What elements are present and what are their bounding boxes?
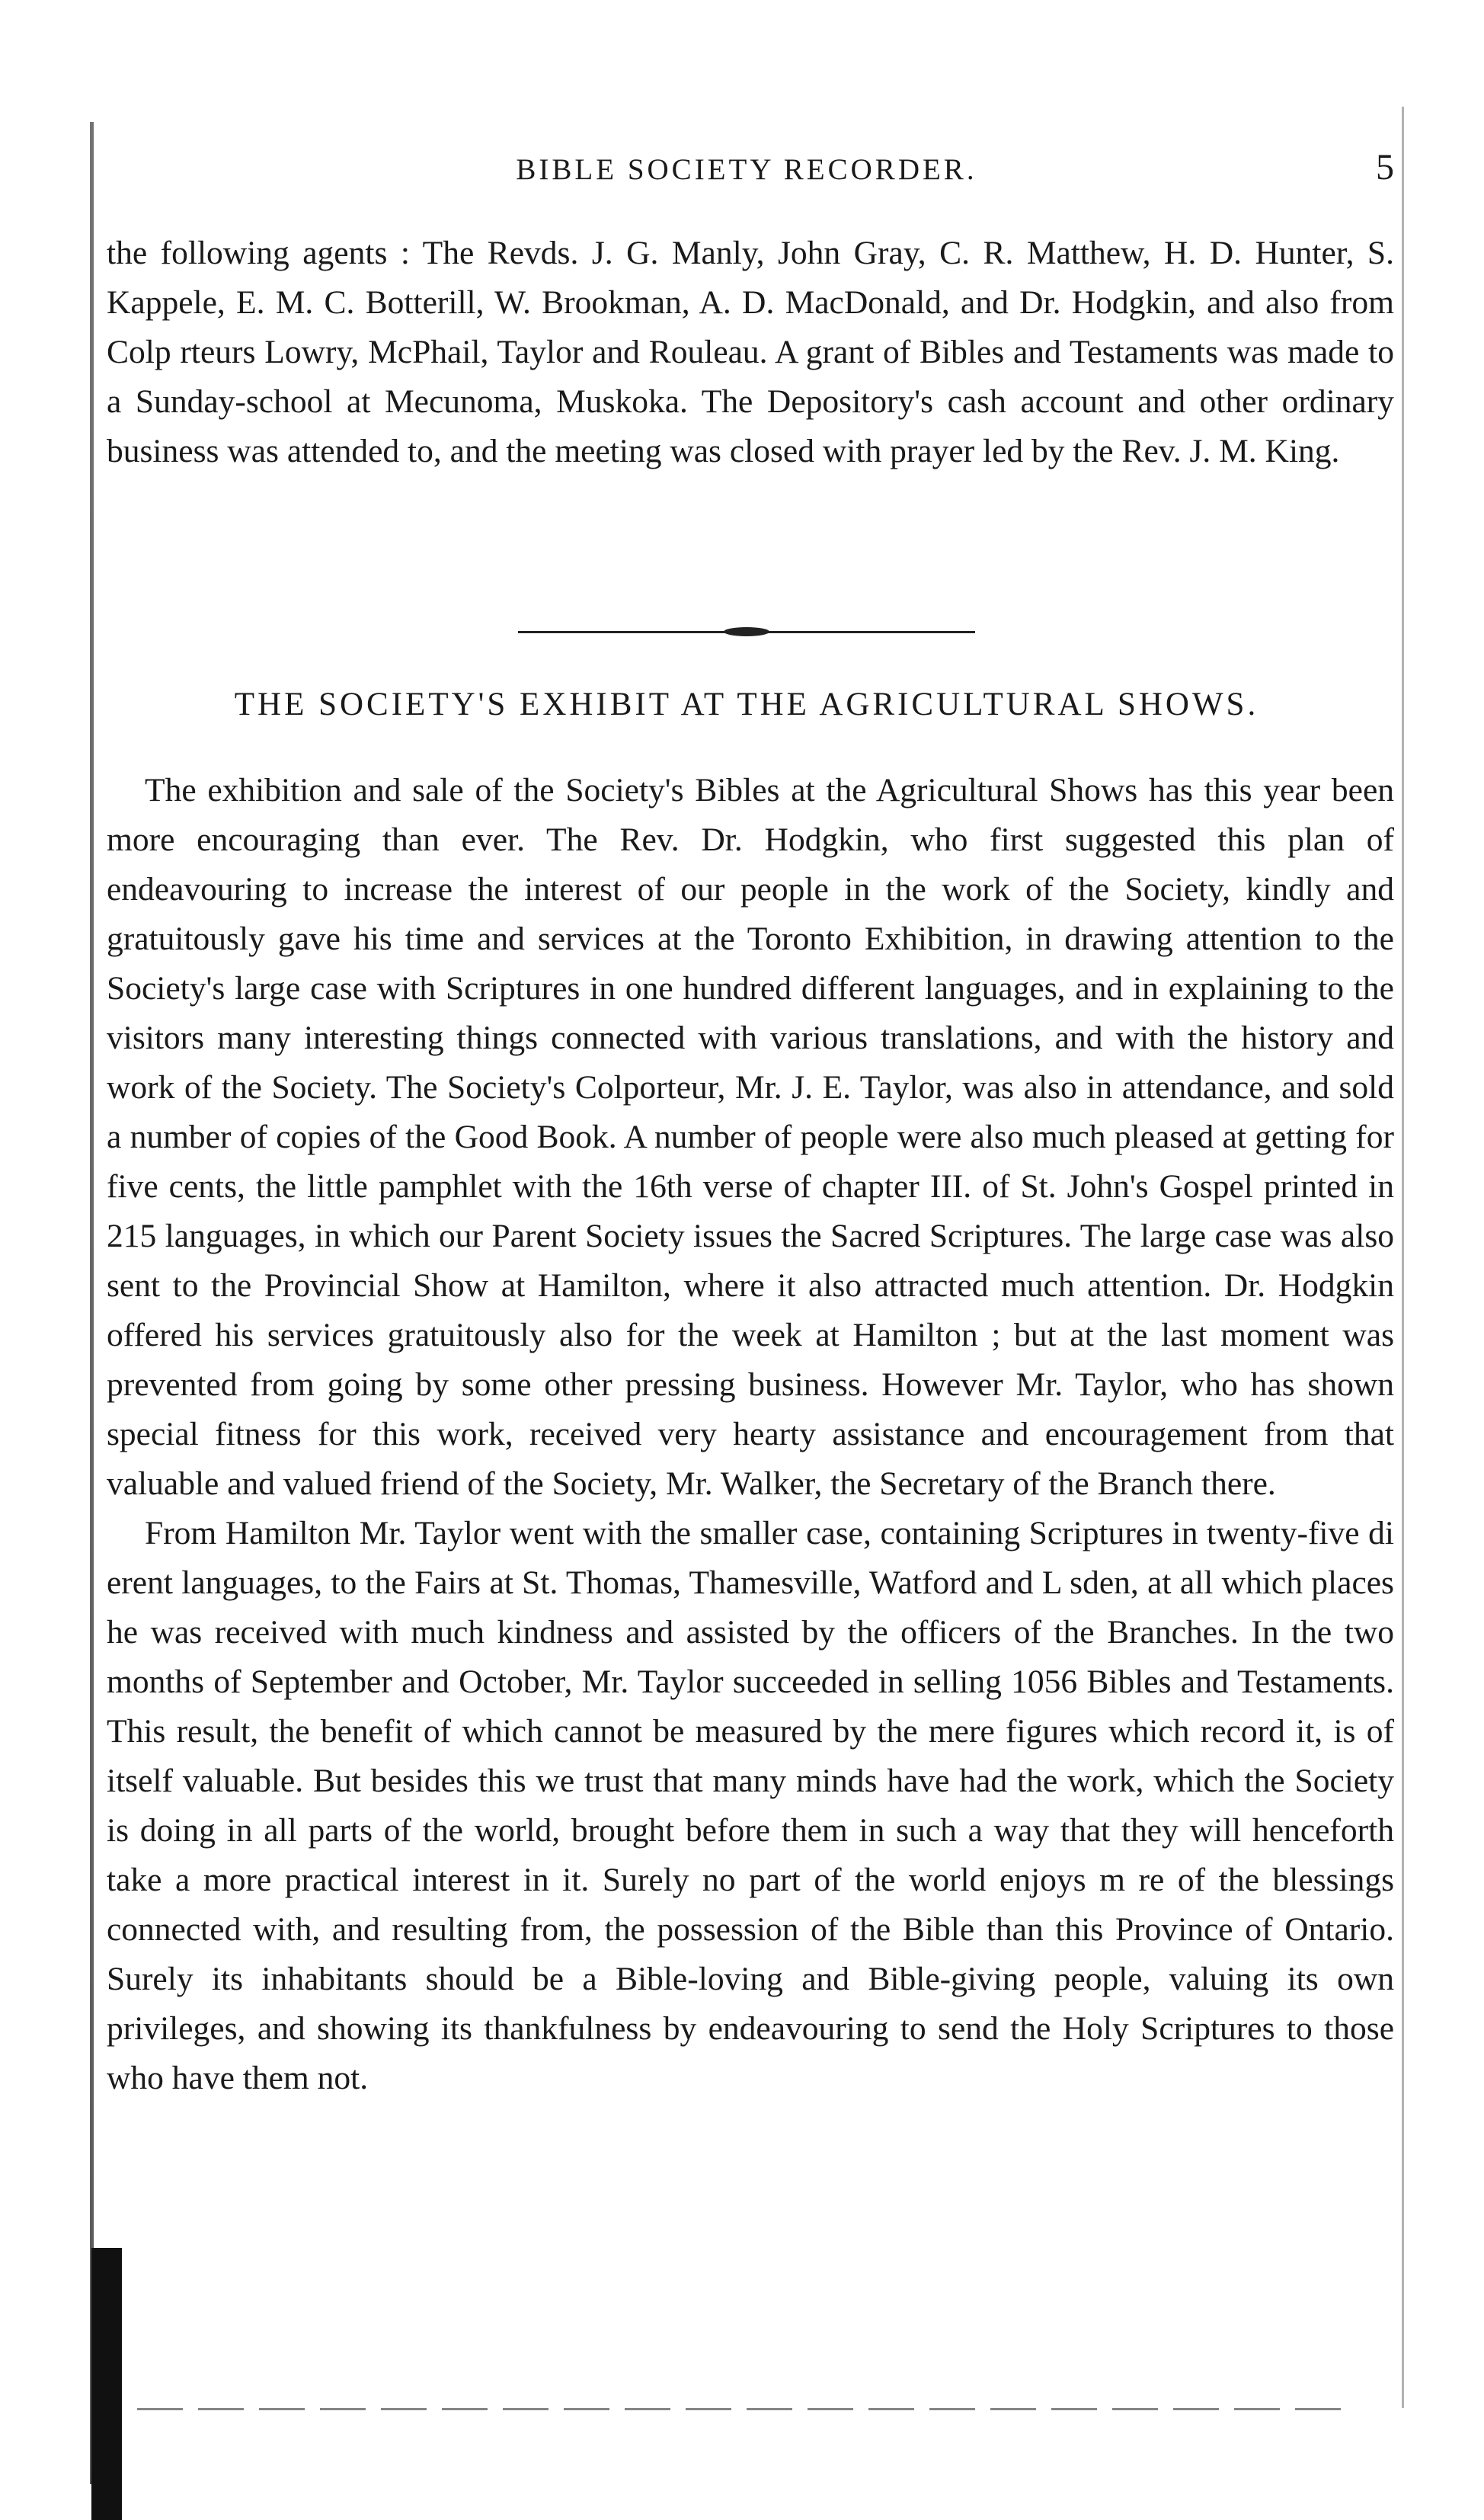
top-paragraph-block — [107, 229, 1394, 476]
page-binding-shadow — [91, 2248, 122, 2520]
page-edge-rule-left — [90, 122, 94, 2484]
section-paragraph-1: The exhibition and sale of the Society's Bibles at the Agricultural Shows has this year been more encouraging than ever. The Rev. Dr. Hodgkin, who first suggested this plan of endeavouring to increase the interest of our people in the work of the Society, kindly and gratuitously gave his time and services at the Toronto Exhibition, in drawing attention to the Society's large case with Scriptures in one hundred different languages, and in explaining to the visitors many interesting things connected with various translations, and with the history and work of the Society. The Society's Colporteur, Mr. J. E. Taylor, was also in attendance, and sold a number of copies of the Good Book. A number of people were also much pleased at getting for five cents, the little pamphlet with the 16th verse of chapter III. of St. John's Gospel printed in 215 languages, in which our Parent Society issues the Sacred Scriptures. The large case was also sent to the Provincial Show at Hamilton, where it also attracted much attention. Dr. Hodgkin offered his services gratuitously also for the week at Hamilton ; but at the last moment was prevented from going by some other pressing business. However Mr. Taylor, who has shown special fitness for this work, received very hearty assistance and encouragement from that valuable and valued friend of the Society, Mr. Walker, the Secretary of the Branch there. — [107, 772, 1394, 1502]
page-header — [99, 147, 1394, 206]
section-body — [107, 766, 1394, 2103]
page-bottom-rule — [137, 2408, 1356, 2410]
running-title: BIBLE SOCIETY RECORDER. — [516, 153, 977, 186]
section-divider — [518, 626, 975, 637]
section-paragraph-2: From Hamilton Mr. Taylor went with the smaller case, containing Scriptures in twenty-five di erent languages, to the Fairs at St. Thomas, Thamesville, Watford and L sden, at all which places he was received with much kindness and assisted by the officers of the Branches. In the two months of September and October, Mr. Taylor succeeded in selling 1056 Bibles and Testaments. This result, the benefit of which cannot be measured by the mere figures which record it, is of itself valuable. But besides this we trust that many minds have had the work, which the Society is doing in all parts of the world, brought before them in such a way that they will henceforth take a more practical interest in it. Surely no part of the world enjoys m re of the blessings connected with, and resulting from, the possession of the Bible than this Province of Ontario. Surely its inhabitants should be a Bible-loving and Bible-giving people, valuing its own privileges, and showing its thankfulness by endeavouring to send the Holy Scriptures to those who have them not. — [107, 1515, 1394, 2096]
section-heading: THE SOCIETY'S EXHIBIT AT THE AGRICULTURAL SHOWS. — [234, 687, 1259, 722]
page-edge-rule-right — [1402, 107, 1404, 2408]
page-number: 5 — [1376, 147, 1394, 187]
top-paragraph: the following agents : The Revds. J. G. Manly, John Gray, C. R. Matthew, H. D. Hunter, S. Kappele, E. M. C. Botterill, W. Brookman, A. D. MacDonald, and Dr. Hodgkin, and also from Colp rteurs Lowry, McPhail, Taylor and Rouleau. A grant of Bibles and Testaments was made to a Sunday-school at Mecunoma, Muskoka. The Depository's cash account and other ordinary business was attended to, and the meeting was closed with prayer led by the Rev. J. M. King. — [107, 235, 1394, 469]
divider-ornament — [724, 627, 769, 636]
